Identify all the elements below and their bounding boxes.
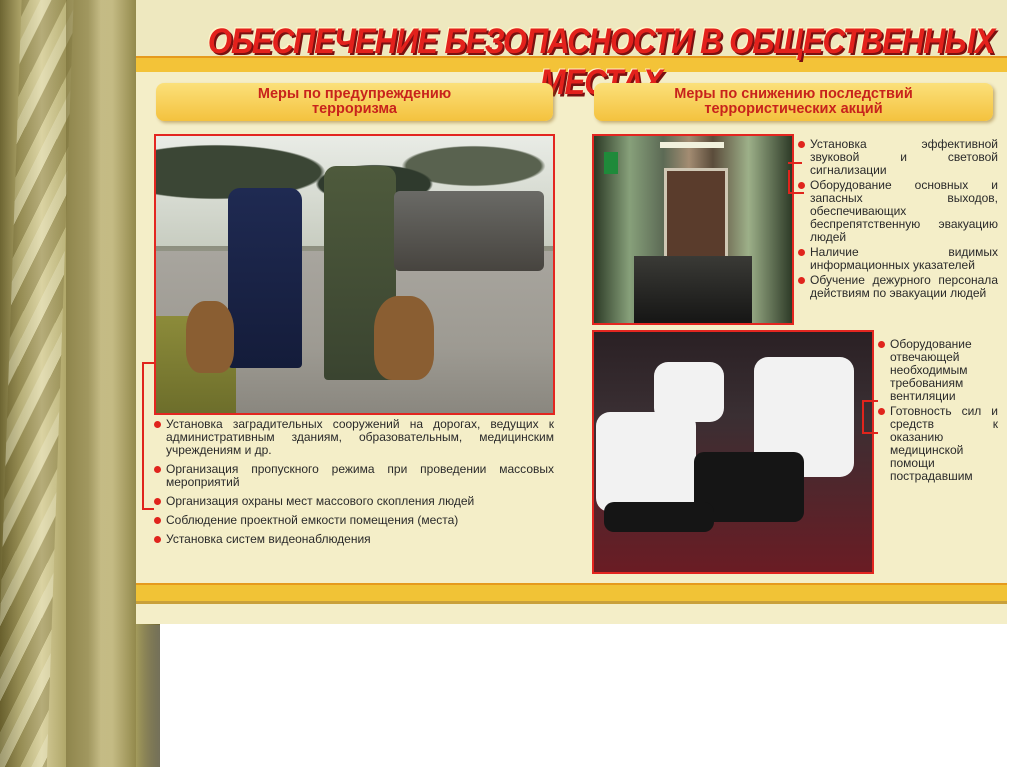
photo-exit-door <box>664 168 728 262</box>
list-item-text: Установка заградительных сооружений на дорогах, ведущих к административным зданиям, образовательным, медицинским учреждениям и др. <box>166 417 554 457</box>
list-item <box>154 495 554 508</box>
mitigation-measures-list <box>798 138 998 302</box>
bullet-dot <box>154 498 161 505</box>
prevention-measures-list <box>154 418 554 552</box>
list-item-text: Готовность сил и средств к оказанию медицинской помощи пострадавшим <box>890 404 998 483</box>
list-item-text: Оборудование основных и запасных выходов, обеспечивающих беспрепятственную эвакуацию людей <box>810 178 998 244</box>
poster-title: ОБЕСПЕЧЕНИЕ БЕЗОПАСНОСТИ В ОБЩЕСТВЕННЫХ <box>207 20 995 61</box>
photo-crowd <box>394 191 544 271</box>
list-item <box>798 274 998 300</box>
photo-first-aid-training <box>592 330 874 574</box>
prevention-header-text: Меры по предупреждению терроризма <box>257 86 452 117</box>
poster-bottom-band <box>136 583 1007 603</box>
mitigation-header-text: Меры по снижению последствий террористических акций <box>674 86 913 117</box>
safety-poster <box>136 0 1007 624</box>
list-item <box>798 179 998 244</box>
bullet-dot <box>798 277 805 284</box>
bullet-dot <box>154 421 161 428</box>
frame-stripe <box>66 0 136 767</box>
photo-ceiling-light <box>660 142 724 148</box>
bullet-dot <box>154 536 161 543</box>
list-item <box>798 138 998 177</box>
bullet-dot <box>878 408 885 415</box>
list-item <box>154 514 554 527</box>
bullet-dot <box>798 249 805 256</box>
photo-corridor-floor <box>634 256 752 323</box>
list-item-text: Установка эффективной звуковой и световой сигнализации <box>810 137 998 177</box>
title-area <box>136 8 1007 80</box>
photo-rescuer <box>654 362 724 422</box>
photo-exit-sign <box>604 152 618 174</box>
photo-rescuer <box>596 412 696 512</box>
list-item <box>154 533 554 546</box>
list-item <box>878 405 998 483</box>
bullet-dot <box>798 182 805 189</box>
list-item-text: Обучение дежурного персонала действиям по эвакуации людей <box>810 273 998 300</box>
poster-bottom-edge <box>136 601 1007 604</box>
mitigation-measures-list-continued <box>878 338 998 485</box>
connector-line <box>142 362 154 510</box>
list-item-text: Организация пропускного режима при проведении массовых мероприятий <box>166 462 554 489</box>
list-item <box>798 246 998 272</box>
list-item-text: Соблюдение проектной емкости помещения (места) <box>166 513 459 527</box>
photo-dog-right <box>374 296 434 380</box>
connector-line <box>862 400 878 434</box>
photo-emergency-exit-corridor <box>592 134 794 325</box>
list-item-text: Наличие видимых информационных указателей <box>810 245 998 272</box>
photo-officer <box>228 188 302 368</box>
photo-dog-left <box>186 301 234 373</box>
photo-patrol-with-dogs <box>154 134 555 415</box>
list-item <box>154 463 554 489</box>
bullet-dot <box>154 466 161 473</box>
list-item-text: Организация охраны мест массового скопления людей <box>166 494 475 508</box>
list-item <box>154 418 554 457</box>
frame-stripe <box>0 0 75 767</box>
bullet-dot <box>798 141 805 148</box>
list-item-text: Установка систем видеонаблюдения <box>166 532 371 546</box>
list-item-text: Оборудование отвечающей необходимым требованиям вентиляции <box>890 337 972 403</box>
frame-shadow <box>136 625 160 767</box>
list-item <box>878 338 998 403</box>
bullet-dot <box>154 517 161 524</box>
photo-trousers <box>604 502 714 532</box>
bullet-dot <box>878 341 885 348</box>
prevention-header <box>156 83 553 121</box>
mitigation-header <box>594 83 993 121</box>
